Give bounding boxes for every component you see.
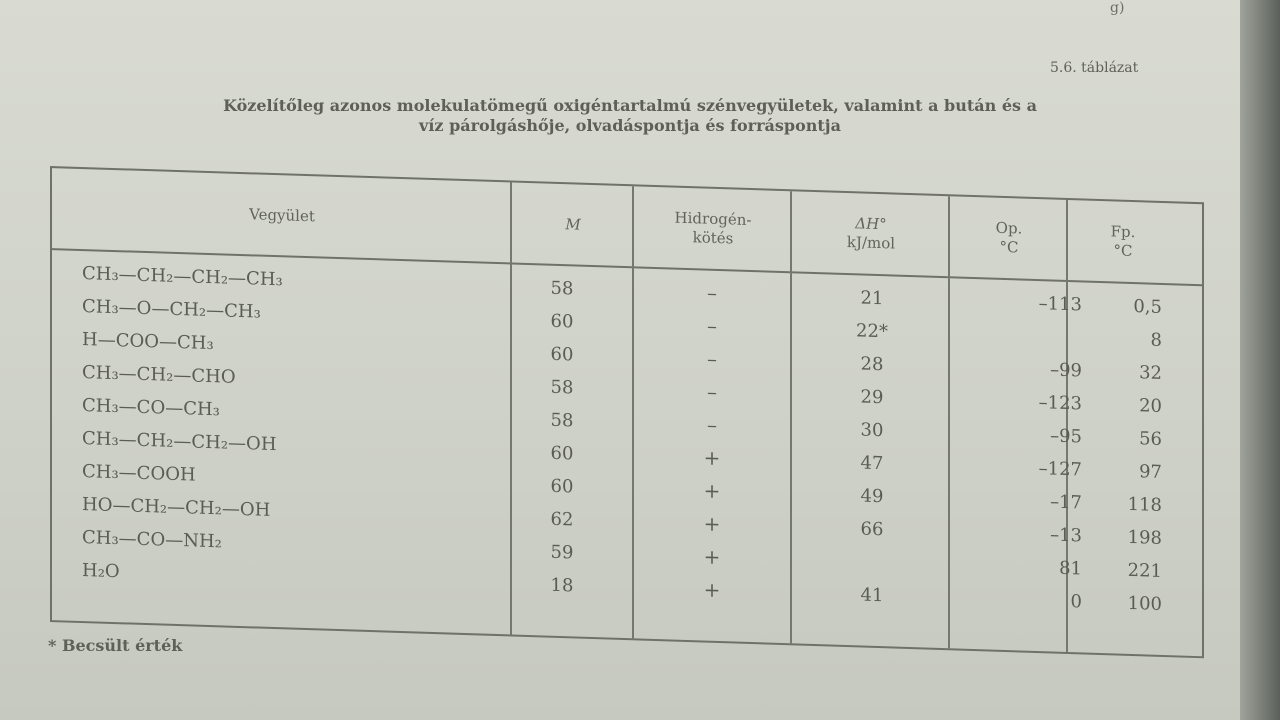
cell-boiling-point: 97 <box>1139 461 1162 483</box>
cell-formula: CH₃—CO—NH₂ <box>82 527 222 553</box>
table-title-line2: víz párolgáshője, olvadáspontja és forráspontja <box>419 116 841 135</box>
cell-molar-mass: 58 <box>550 277 574 300</box>
header-enthalpy-line1: ΔH° <box>855 214 887 234</box>
cell-molar-mass: 60 <box>550 442 574 465</box>
cell-hydrogen-bond: + <box>703 478 721 504</box>
header-boiling-point-line1: Fp. <box>1110 222 1136 242</box>
cell-melting-point: –113 <box>1038 293 1082 316</box>
cell-boiling-point: 100 <box>1127 592 1162 615</box>
cell-boiling-point: 8 <box>1150 329 1162 351</box>
cell-enthalpy: 28 <box>860 353 884 376</box>
cell-enthalpy: 66 <box>860 518 884 541</box>
cell-boiling-point: 0,5 <box>1133 296 1162 318</box>
cell-molar-mass: 60 <box>550 310 574 333</box>
cell-formula: CH₃—CH₂—CH₂—CH₃ <box>82 263 283 291</box>
cell-enthalpy: 21 <box>860 287 884 310</box>
cell-enthalpy: 30 <box>860 419 884 442</box>
header-melting-point-line1: Op. <box>995 218 1023 238</box>
cell-melting-point: –123 <box>1038 392 1082 415</box>
cell-hydrogen-bond: – <box>707 280 717 305</box>
table-number: 5.6. táblázat <box>1050 60 1139 76</box>
footnote: * Becsült érték <box>48 636 183 655</box>
cell-boiling-point: 20 <box>1139 395 1162 417</box>
cell-enthalpy: 29 <box>860 386 884 409</box>
cell-enthalpy: 47 <box>860 452 884 475</box>
cell-formula: HO—CH₂—CH₂—OH <box>82 494 271 521</box>
cell-molar-mass: 58 <box>550 409 574 432</box>
cell-enthalpy: 41 <box>860 584 884 607</box>
cell-formula: H₂O <box>82 560 120 583</box>
header-boiling-point-line2: °C <box>1113 241 1133 261</box>
cell-formula: CH₃—COOH <box>82 461 196 486</box>
cell-enthalpy <box>842 551 902 553</box>
cell-hydrogen-bond: – <box>707 412 717 437</box>
cell-formula: CH₃—O—CH₂—CH₃ <box>82 296 261 323</box>
cell-hydrogen-bond: + <box>703 544 721 570</box>
cell-melting-point: –95 <box>1050 425 1082 448</box>
cell-melting-point: –99 <box>1050 359 1082 382</box>
cell-molar-mass: 60 <box>550 343 574 366</box>
cell-melting-point: 0 <box>1070 591 1082 613</box>
data-table <box>50 166 1204 658</box>
book-edge <box>1240 0 1280 720</box>
cell-boiling-point: 198 <box>1127 526 1162 549</box>
header-hydrogen-bond <box>634 186 792 271</box>
cell-melting-point <box>972 324 1082 327</box>
cell-boiling-point: 118 <box>1127 493 1162 516</box>
cell-hydrogen-bond: – <box>707 313 717 338</box>
page-top-fragment: g) <box>1110 0 1125 16</box>
table-title <box>130 96 1130 136</box>
cell-formula: CH₃—CH₂—CHO <box>82 362 236 388</box>
cell-molar-mass: 62 <box>550 508 574 531</box>
header-boiling-point <box>1068 200 1178 283</box>
cell-boiling-point: 56 <box>1139 428 1162 450</box>
cell-hydrogen-bond: + <box>703 577 721 603</box>
cell-formula: CH₃—CH₂—CH₂—OH <box>82 428 277 456</box>
cell-molar-mass: 58 <box>550 376 574 399</box>
header-enthalpy-line2: kJ/mol <box>846 233 896 253</box>
cell-molar-mass: 59 <box>550 541 574 564</box>
cell-formula: H—COO—CH₃ <box>82 329 214 355</box>
header-hydrogen-bond-line2: kötés <box>692 228 734 248</box>
cell-melting-point: 81 <box>1059 557 1082 580</box>
cell-hydrogen-bond: + <box>703 511 721 537</box>
cell-hydrogen-bond: – <box>707 379 717 404</box>
cell-hydrogen-bond: + <box>703 445 721 471</box>
cell-enthalpy: 49 <box>860 485 884 508</box>
cell-melting-point: –13 <box>1050 524 1082 547</box>
cell-formula: CH₃—CO—CH₃ <box>82 395 220 421</box>
cell-melting-point: –127 <box>1038 458 1082 481</box>
cell-boiling-point: 221 <box>1127 559 1162 582</box>
cell-hydrogen-bond: – <box>707 346 717 371</box>
header-molar-mass: M <box>565 214 581 234</box>
header-melting-point <box>950 196 1068 280</box>
cell-molar-mass: 60 <box>550 475 574 498</box>
cell-enthalpy: 22* <box>856 320 888 343</box>
cell-boiling-point: 32 <box>1139 362 1162 384</box>
table-title-line1: Közelítőleg azonos molekulatömegű oxigéntartalmú szénvegyületek, valamint a bután és a <box>223 96 1037 115</box>
cell-molar-mass: 18 <box>550 574 574 597</box>
header-enthalpy <box>792 191 950 276</box>
cell-melting-point: –17 <box>1050 491 1082 514</box>
header-melting-point-line2: °C <box>999 237 1019 257</box>
header-compound: Vegyület <box>249 204 315 225</box>
header-hydrogen-bond-line1: Hidrogén- <box>674 208 752 230</box>
